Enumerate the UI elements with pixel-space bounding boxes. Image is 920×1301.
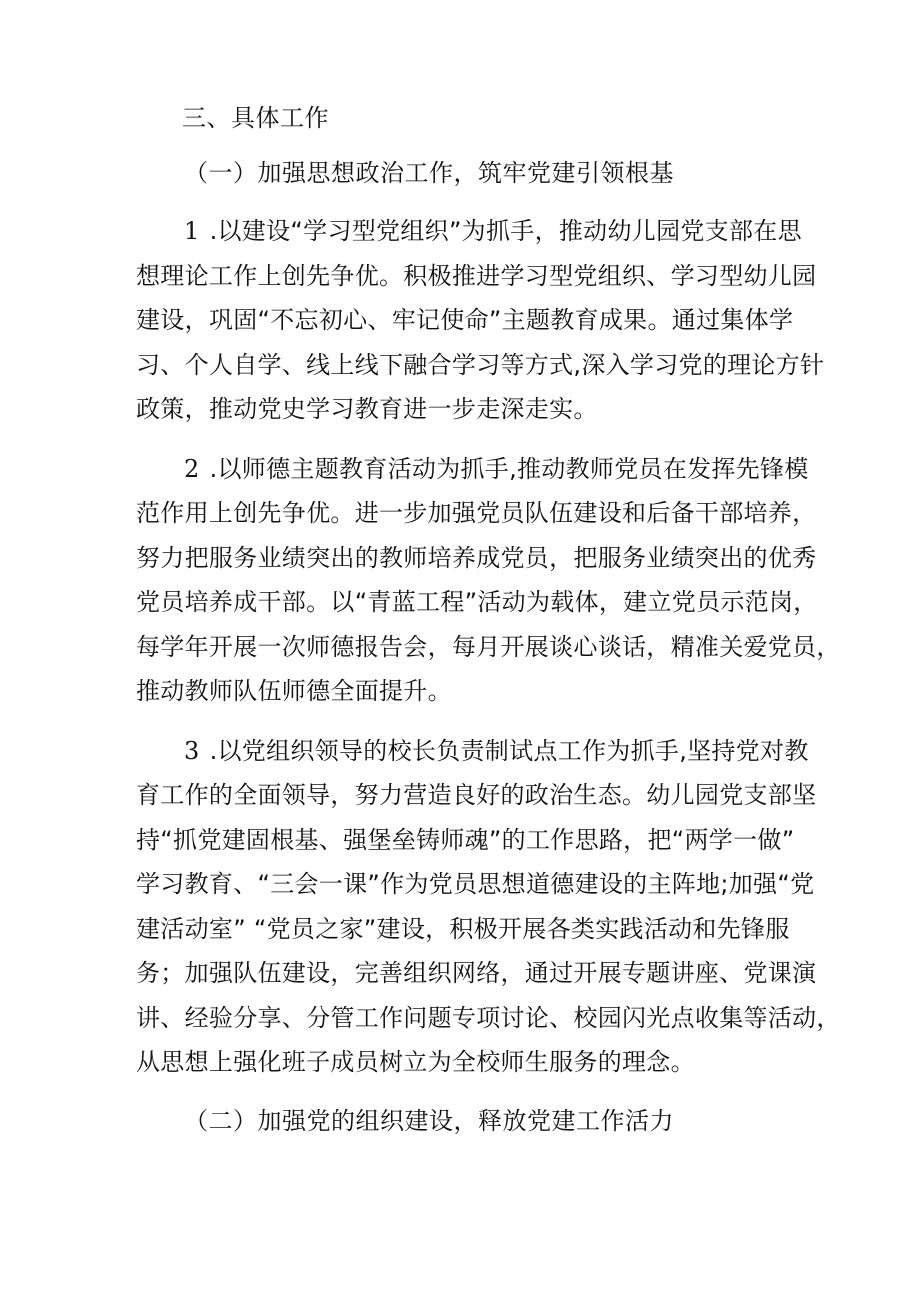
paragraph-number: 1 bbox=[184, 217, 200, 245]
paragraph-text: .以师德主题教育活动为抓手,推动教师党员在发挥先锋模 bbox=[209, 454, 809, 483]
paragraph-line: 习、个人自学、线上线下融合学习等方式,深入学习党的理论方针 bbox=[136, 350, 825, 379]
section-heading: 三、具体工作 bbox=[182, 104, 329, 132]
paragraph-line: 持“抓党建固根基、强堡垒铸师魂”的工作思路，把“两学一做” bbox=[136, 825, 795, 854]
paragraph-line: 推动教师队伍师德全面提升。 bbox=[136, 677, 452, 705]
paragraph-line: 建设，巩固“不忘初心、牢记使命”主题教育成果。通过集体学 bbox=[136, 306, 794, 334]
paragraph-line: 政策，推动党史学习教育进一步走深走实。 bbox=[136, 395, 598, 423]
paragraph-2 bbox=[136, 447, 841, 714]
paragraph-line: 育工作的全面领导，努力营造良好的政治生态。幼儿园党支部坚 bbox=[136, 781, 817, 809]
paragraph-line bbox=[136, 209, 804, 254]
paragraph-line: 每学年开展一次师德报告会，每月开展谈心谈话，精准关爱党员， bbox=[136, 632, 841, 661]
paragraph-line: 务；加强队伍建设，完善组织网络，通过开展专题讲座、党课演 bbox=[136, 959, 817, 987]
paragraph-number: 2 bbox=[184, 454, 200, 483]
subheading-2: （二）加强党的组织建设，释放党建工作活力 bbox=[184, 1106, 674, 1135]
paragraph-line: 建活动室” “党员之家”建设，积极开展各类实践活动和先锋服 bbox=[136, 914, 790, 943]
paragraph-line: 党员培养成干部。以“青蓝工程”活动为载体，建立党员示范岗， bbox=[136, 588, 818, 616]
subheading-1: （一）加强思想政治工作，筑牢党建引领根基 bbox=[184, 159, 674, 187]
paragraph-text: .以党组织领导的校长负责制试点工作为抓手,坚持党对教 bbox=[209, 736, 809, 765]
paragraph-line bbox=[136, 447, 809, 492]
paragraph-line bbox=[136, 729, 809, 774]
paragraph-line: 从思想上强化班子成员树立为全校师生服务的理念。 bbox=[136, 1048, 695, 1076]
paragraph-text: .以建设“学习型党组织”为抓手，推动幼儿园党支部在思 bbox=[209, 217, 802, 245]
paragraph-3 bbox=[136, 729, 841, 1085]
paragraph-line: 想理论工作上创先争优。积极推进学习型党组织、学习型幼儿园 bbox=[136, 261, 817, 290]
paragraph-line: 努力把服务业绩突出的教师培养成党员，把服务业绩突出的优秀 bbox=[136, 543, 817, 572]
paragraph-line: 学习教育、“三会一课”作为党员思想道德建设的主阵地;加强“党 bbox=[136, 870, 815, 898]
document-body bbox=[136, 98, 841, 1141]
paragraph-line: 讲、经验分享、分管工作问题专项讨论、校园闪光点收集等活动， bbox=[136, 1003, 841, 1032]
paragraph-number: 3 bbox=[184, 736, 200, 765]
paragraph-line: 范作用上创先争优。进一步加强党员队伍建设和后备干部培养， bbox=[136, 499, 817, 527]
paragraph-1 bbox=[136, 209, 825, 432]
